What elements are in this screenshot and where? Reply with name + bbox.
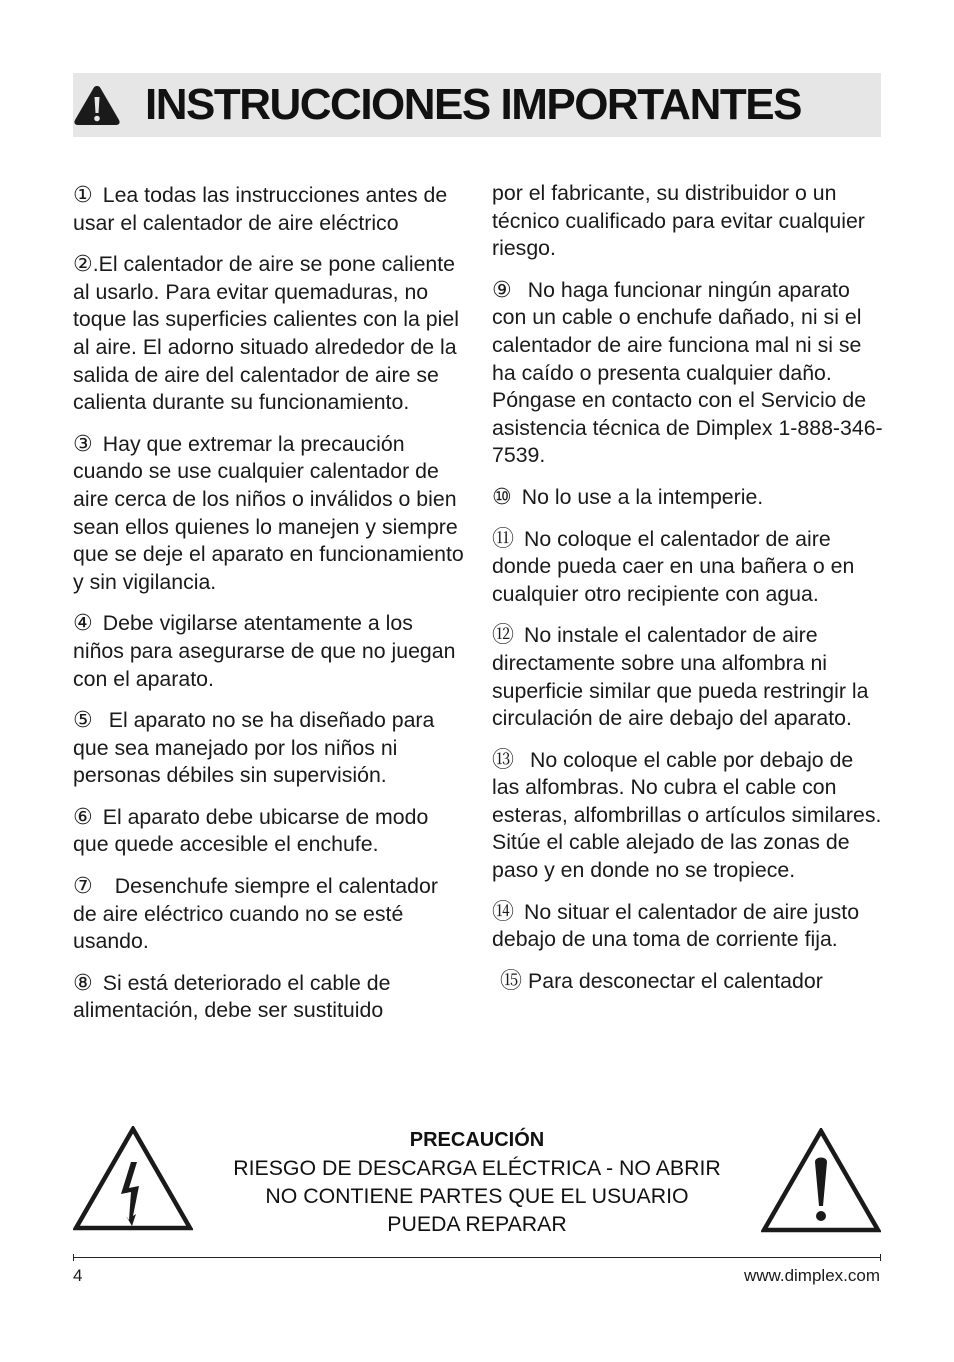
instruction-item xyxy=(73,707,465,790)
caution-line: PUEDA REPARAR xyxy=(387,1212,567,1236)
exclamation-warning-icon xyxy=(761,1128,881,1234)
page-number: 4 xyxy=(73,1266,83,1285)
instruction-item xyxy=(73,970,465,1025)
instruction-item xyxy=(492,899,884,954)
item-number: ⑨ xyxy=(492,277,512,303)
item-text: No haga funcionar ningún aparato con un cable o enchufe dañado, ni si el calentador de aire funciona mal ni si se ha caído o presenta cualquier daño. Póngase en contacto con el Servicio de asistencia técnica de Dimplex 1-888-346-7539. xyxy=(492,277,883,468)
website-link[interactable]: www.dimplex.com xyxy=(743,1266,880,1285)
instruction-item xyxy=(73,610,465,693)
instruction-item xyxy=(73,431,465,597)
instruction-item-continued xyxy=(492,180,884,263)
item-number: ⑩ xyxy=(492,484,512,510)
item-number: ④ xyxy=(73,611,93,637)
caution-title: PRECAUCIÓN xyxy=(409,1129,545,1151)
item-text: No instale el calentador de aire directamente sobre una alfombra ni superficie similar que pueda restringir la circulación de aire debajo del aparato. xyxy=(492,623,869,731)
item-number: ⑬ xyxy=(492,747,515,773)
item-number: ⑧ xyxy=(73,970,93,996)
left-column xyxy=(73,182,465,1039)
instruction-item xyxy=(73,804,465,859)
item-text: No situar el calentador de aire justo debajo de una toma de corriente fija. xyxy=(492,899,860,952)
item-number: ⑦ xyxy=(73,874,93,900)
item-text: Desenchufe siempre el calentador de aire eléctrico cuando no se esté usando. xyxy=(73,874,438,954)
item-text: No coloque el calentador de aire donde pueda caer en una bañera o en cualquier otro recipiente con agua. xyxy=(492,526,855,606)
instruction-item xyxy=(73,873,465,956)
instruction-item xyxy=(73,182,465,237)
warning-triangle-icon xyxy=(73,83,121,127)
item-text: Si está deteriorado el cable de alimentación, debe ser sustituido xyxy=(73,970,391,1023)
item-text: El aparato no se ha diseñado para que sea manejado por los niños ni personas débiles sin supervisión. xyxy=(73,708,435,788)
item-number: ⑤ xyxy=(73,708,93,734)
caution-text xyxy=(203,1126,751,1238)
instruction-item xyxy=(492,277,884,470)
electric-shock-warning-icon xyxy=(73,1126,193,1232)
instruction-item xyxy=(492,484,884,512)
item-number: ⑪ xyxy=(492,526,515,552)
footer-rule-tick xyxy=(73,1254,74,1261)
instruction-item xyxy=(73,251,465,417)
caution-box xyxy=(73,1126,881,1238)
right-column xyxy=(492,180,884,1009)
item-number: ③ xyxy=(73,431,93,457)
instruction-item xyxy=(492,622,884,732)
item-text: por el fabricante, su distribuidor o un técnico cualificado para evitar cualquier riesgo. xyxy=(492,181,865,261)
item-number: ⑥ xyxy=(73,804,93,830)
footer-rule-tick xyxy=(880,1254,881,1261)
item-text: Para desconectar el calentador xyxy=(528,968,823,993)
item-number: ① xyxy=(73,183,93,208)
item-number: ⑫ xyxy=(492,623,515,649)
item-text: .El calentador de aire se pone caliente al usarlo. Para evitar quemaduras, no toque las superficies calientes con la piel al aire. El adorno situado alrededor de la salida de aire del calentador de aire se calienta durante su funcionamiento. xyxy=(73,252,459,415)
item-text: Debe vigilarse atentamente a los niños para asegurarse de que no juegan con el aparato. xyxy=(73,611,456,691)
caution-line: RIESGO DE DESCARGA ELÉCTRICA - NO ABRIR xyxy=(233,1156,721,1180)
item-text: No coloque el cable por debajo de las alfombras. No cubra el cable con esteras, alfombrillas o artículos similares. Sitúe el cable alejado de las zonas de paso y en donde no se tropiece. xyxy=(492,747,882,883)
item-text: El aparato debe ubicarse de modo que quede accesible el enchufe. xyxy=(73,804,429,857)
item-number: ② xyxy=(73,252,93,278)
item-text: Hay que extremar la precaución cuando se use cualquier calentador de aire cerca de los niños o inválidos o bien sean ellos quienes lo manejen y siempre que se deje el aparato en funcionamiento y sin vigilancia. xyxy=(73,431,464,594)
item-number: ⑮ xyxy=(500,968,523,994)
instruction-item xyxy=(492,526,884,609)
item-text: Lea todas las instrucciones antes de usar el calentador de aire eléctrico xyxy=(73,183,448,235)
item-text: No lo use a la intemperie. xyxy=(521,484,764,509)
instruction-item xyxy=(492,968,884,996)
page-title: INSTRUCCIONES IMPORTANTES xyxy=(145,80,801,129)
footer-rule xyxy=(73,1257,881,1258)
page-header xyxy=(73,73,881,137)
item-number: ⑭ xyxy=(492,899,515,925)
instruction-item xyxy=(492,747,884,885)
caution-line: NO CONTIENE PARTES QUE EL USUARIO xyxy=(265,1184,689,1208)
